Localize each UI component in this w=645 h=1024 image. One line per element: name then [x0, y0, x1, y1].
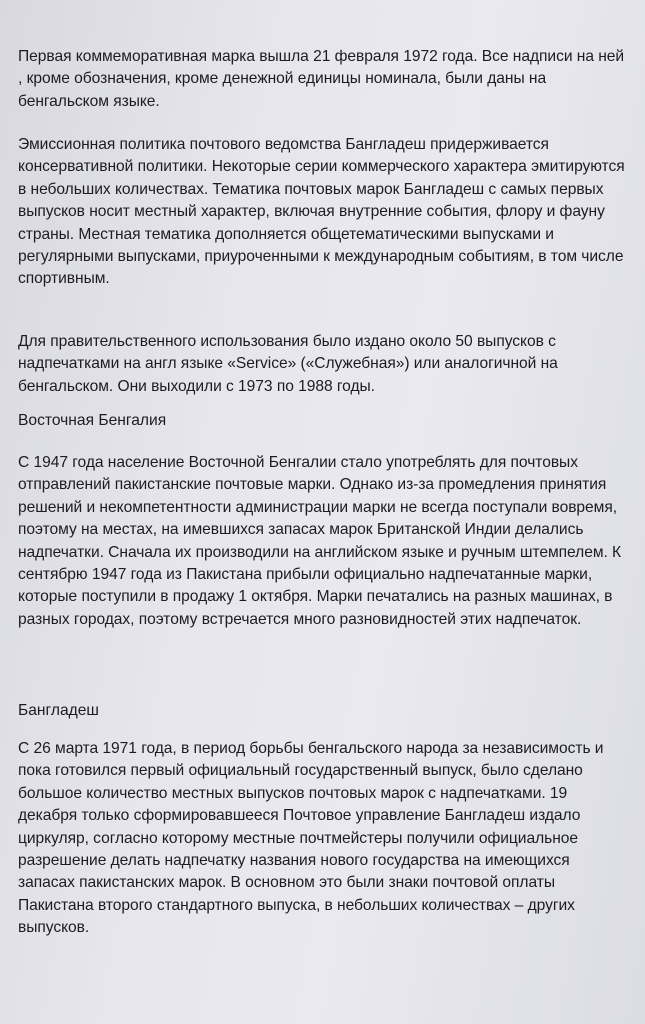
paragraph-east-bengal: С 1947 года население Восточной Бенгалии стало употреблять для почтовых отправлений пакистанские почтовые марки. Однако из-за промедления принятия решений и некомпетентности администрации марки не всегда поступали вовремя, поэтому на местах, на имевшихся запасах марок Британской Индии делались надпечатки. Сначала их производили на английском языке и ручным штемпелем. К сентябрю 1947 года из Пакистана прибыли официально надпечатанные марки, которые поступили в продажу 1 октября. Марки печатались на разных машинах, в разных городах, поэтому встречается много разновидностей этих надпечаток. [18, 454, 622, 628]
paragraph-first-commemorative: Первая коммеморативная марка вышла 21 февраля 1972 года. Все надписи на ней , кроме обозначения, кроме денежной единицы номинала, были даны на бенгальском языке. [18, 48, 625, 110]
paragraph-bangladesh: С 26 марта 1971 года, в период борьбы бенгальского народа за независимость и пока готовился первый официальный государственный выпуск, было сделано большое количество местных выпусков почтовых марок с надпечатками. 19 декабря только сформировавшееся Почтовое управление Бангладеш издало циркуляр, согласно которому местные почтмейстеры получили официальное разрешение делать надпечатку названия нового государства на имеющихся запасах пакистанских марок. В основном это были знаки почтовой оплаты Пакистана второго стандартного выпуска, в небольших количествах – других выпусков. [18, 740, 604, 937]
section-heading-bangladesh: Бангладеш [18, 702, 99, 719]
section-heading-east-bengal: Восточная Бенгалия [18, 412, 167, 429]
paragraph-emission-policy: Эмиссионная политика почтового ведомства Бангладеш придерживается консервативной политики. Некоторые серии коммерческого характера эмитируются в небольших количествах. Тематика почтовых марок Бангладеш с самых первых выпусков носит местный характер, включая внутренние события, флору и фауну страны. Местная тематика дополняется общетематическими выпусками и регулярными выпусками, приуроченными к международным событиям, в том числе спортивным. [18, 136, 625, 288]
paragraph-official-service: Для правительственного использования было издано около 50 выпусков с надпечатками на англ языке «Service» («Служебная») или аналогичной на бенгальском. Они выходили с 1973 по 1988 годы. [18, 333, 558, 395]
